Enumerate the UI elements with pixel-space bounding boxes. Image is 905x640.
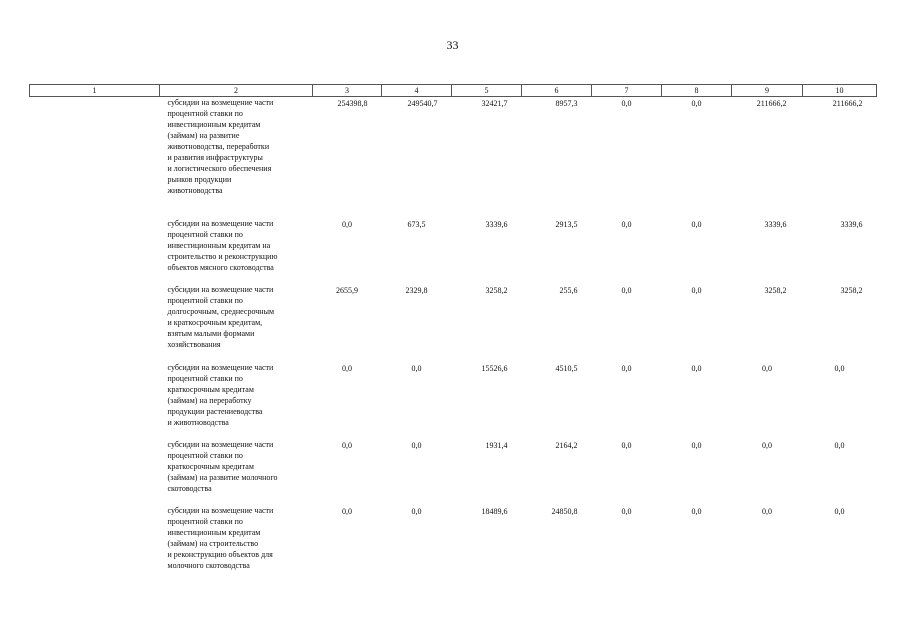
table-row [30, 97, 877, 218]
value-cell: 0,0 [691, 285, 702, 295]
empty-cell [30, 218, 160, 284]
value-cell: 15526,6 [481, 363, 508, 373]
value-cell: 24850,8 [551, 506, 578, 516]
value-cell: 0,0 [762, 440, 772, 450]
value-cell: 211666,2 [756, 99, 787, 108]
value-cell: 0,0 [621, 99, 632, 108]
value-cell: 3339,6 [764, 219, 787, 229]
value-cell: 211666,2 [832, 99, 863, 108]
value-cell: 2164,2 [555, 440, 578, 450]
empty-cell [30, 362, 160, 439]
value-cell: 3258,2 [840, 285, 863, 295]
empty-cell [30, 439, 160, 505]
value-cell: 3258,2 [764, 285, 787, 295]
row-description: субсидии на возмещение части процентной ставки по инвестиционным кредитам на строительство и реконструкцию объектов мясного скотоводства [167, 218, 278, 272]
column-header: 9 [732, 85, 803, 97]
column-header: 8 [662, 85, 732, 97]
value-cell: 32421,7 [481, 99, 508, 108]
value-cell: 0,0 [691, 219, 702, 229]
value-cell: 0,0 [762, 363, 772, 373]
value-cell: 8957,3 [555, 99, 578, 108]
value-cell: 0,0 [762, 506, 772, 516]
value-cell: 0,0 [834, 363, 845, 373]
column-header: 7 [592, 85, 662, 97]
value-cell: 18489,6 [481, 506, 508, 516]
value-cell: 3258,2 [485, 285, 508, 295]
value-cell: 0,0 [691, 506, 702, 516]
value-cell: 255,6 [559, 285, 578, 295]
value-cell: 0,0 [342, 219, 352, 229]
value-cell: 0,0 [691, 440, 702, 450]
value-cell: 0,0 [342, 506, 352, 516]
value-cell: 3339,6 [840, 219, 863, 229]
value-cell: 0,0 [411, 506, 422, 516]
table-row [30, 362, 877, 439]
value-cell: 4510,5 [555, 363, 578, 373]
column-number-row [30, 85, 877, 97]
column-header: 3 [313, 85, 382, 97]
table-row [30, 284, 877, 362]
budget-table [29, 84, 877, 575]
column-header: 10 [803, 85, 877, 97]
row-description: субсидии на возмещение части процентной ставки по краткосрочным кредитам (займам) на переработку продукции растениеводства и животноводства [167, 362, 274, 427]
value-cell: 673,5 [407, 219, 426, 229]
column-header: 6 [522, 85, 592, 97]
value-cell: 0,0 [621, 440, 632, 450]
value-cell: 2913,5 [555, 219, 578, 229]
empty-cell [30, 505, 160, 575]
value-cell: 0,0 [621, 285, 632, 295]
value-cell: 0,0 [411, 440, 422, 450]
value-cell: 0,0 [342, 440, 352, 450]
column-header: 4 [382, 85, 452, 97]
value-cell: 0,0 [834, 506, 845, 516]
value-cell: 0,0 [342, 363, 352, 373]
value-cell: 0,0 [834, 440, 845, 450]
table-row [30, 505, 877, 575]
value-cell: 0,0 [411, 363, 422, 373]
row-description: субсидии на возмещение части процентной ставки по краткосрочным кредитам (займам) на развитие молочного скотоводства [167, 439, 278, 493]
table-header [30, 85, 877, 97]
value-cell: 2329,8 [405, 285, 428, 295]
value-cell: 249540,7 [407, 99, 438, 108]
value-cell: 0,0 [621, 219, 632, 229]
value-cell: 0,0 [621, 363, 632, 373]
value-cell: 0,0 [621, 506, 632, 516]
value-cell: 1931,4 [485, 440, 508, 450]
value-cell: 0,0 [691, 363, 702, 373]
row-description: субсидии на возмещение части процентной ставки по инвестиционным кредитам (займам) на строительство и реконструкцию объектов для молочного скотоводства [167, 505, 274, 570]
table-row [30, 218, 877, 284]
row-description: субсидии на возмещение части процентной ставки по долгосрочным, среднесрочным и краткосрочным кредитам, взятым малыми формами хозяйствования [167, 284, 275, 349]
empty-cell [30, 284, 160, 362]
column-header: 5 [452, 85, 522, 97]
value-cell: 254398,8 [337, 99, 368, 108]
page-number: 33 [446, 38, 459, 52]
value-cell: 0,0 [691, 99, 702, 108]
table-row [30, 439, 877, 505]
row-description: субсидии на возмещение части процентной ставки по инвестиционным кредитам (займам) на развитие животноводства, переработки и развития инфраструктуры и логистического обеспечения рынков продукции животноводства [167, 98, 274, 195]
value-cell: 3339,6 [485, 219, 508, 229]
column-header: 2 [160, 85, 313, 97]
empty-cell [30, 97, 160, 218]
value-cell: 2655,9 [336, 285, 358, 295]
column-header: 1 [30, 85, 160, 97]
